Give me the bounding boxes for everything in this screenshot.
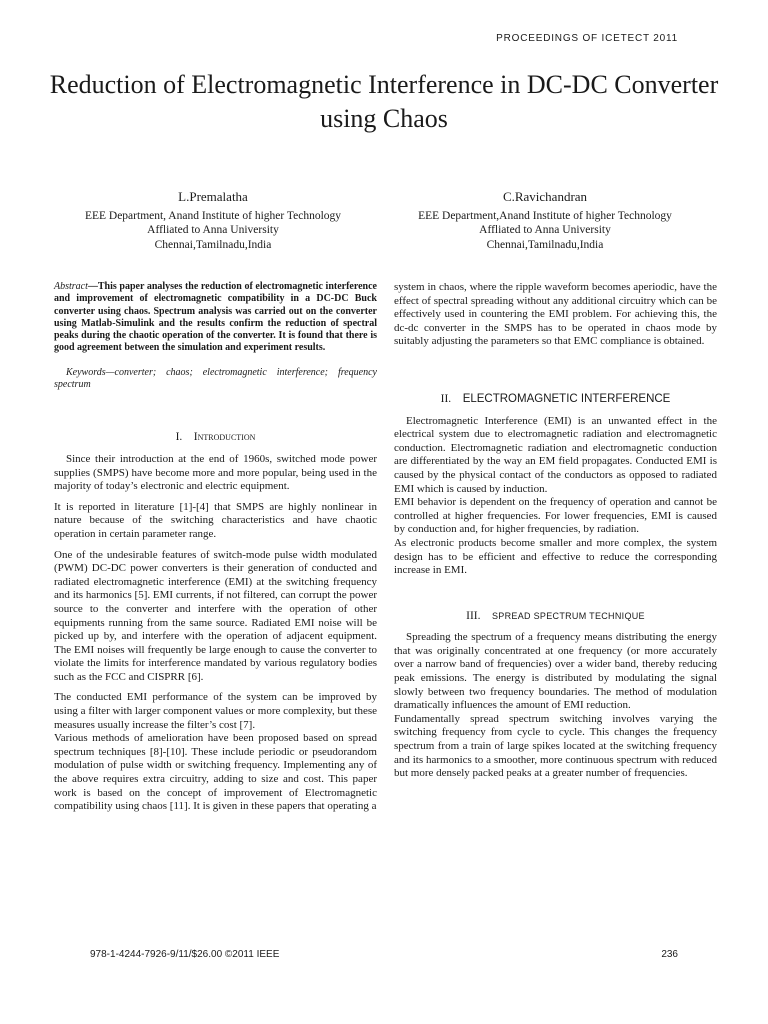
footer-isbn: 978-1-4244-7926-9/11/$26.00 ©2011 IEEE <box>90 949 280 960</box>
proceedings-header: PROCEEDINGS OF ICETECT 2011 <box>496 33 678 44</box>
intro-paragraph-3: One of the undesirable features of switch-mode pulse width modulated (PWM) DC-DC power converters is their generation of conducted and radiated electromagnetic interference (EMI) at the switching frequency and its harmonics [5]. EMI currents, if not filtered, can corrupt the power source to the converter and interfere with the operation of other equipments running from the same source. Radiated EMI noise will be picked up by, and interfere with the operation of adjacent equipment. The EMI noises will frequently be large enough to cause the converter to violate the limits for interference mandated by various regulatory bodies such as the FCC and CISPRR [6]. <box>54 548 377 683</box>
keywords: Keywords—converter; chaos; electromagnetic interference; frequency spectrum <box>54 366 377 391</box>
left-column <box>54 281 377 821</box>
emi-paragraph-1: Electromagnetic Interference (EMI) is an unwanted effect in the electrical system due to electromagnetic radiation and electromagnetic conduction. Electromagnetic radiation and electromagnetic conduction are differentiated by the way an EM field propagates. Conducted EMI is caused by the physical contact of the conductors as opposed to radiated EMI which is caused by induction. <box>394 414 717 495</box>
section-title: Introduction <box>193 431 256 444</box>
author-location: Chennai,Tamilnadu,India <box>154 238 272 251</box>
author-affil: Affliated to Anna University <box>147 224 279 236</box>
intro-paragraph-4: The conducted EMI performance of the system can be improved by using a filter with larger component values or more complexity, but these measures usually increase the filter’s cost [7]. <box>54 691 377 731</box>
abstract-text: —This paper analyses the reduction of electromagnetic interference and improvement of electromagnetic compatibility in a DC-DC Buck converter using chaos. Spectrum analysis was carried out on the converter using Matlab-Simulink and the results confirm the reduction of spectral peaks during the chaotic operation of the converter. It is found that there is good agreement between the simulation and experiment results. <box>54 281 377 354</box>
intro-paragraph-5: Various methods of amelioration have been proposed based on spread spectrum techniques [8]-[10]. These include periodic or pseudorandom modulation of pulse width or switching frequency. Implementing any of the above requires extra circuitry, adding to size and cost. This paper work is based on the concept of improvement of Electromagnetic compatibility using chaos [11]. It is given in these papers that operating a <box>54 732 377 813</box>
abstract <box>54 281 377 355</box>
paper-title: Reduction of Electromagnetic Interference in DC-DC Converter using Chaos <box>49 70 719 133</box>
emi-paragraph-2: EMI behavior is dependent on the frequency of operation and cannot be controlled at higher frequencies. For lower frequencies, EMI is caused by conduction and, for higher frequencies, by radiation. <box>394 496 717 536</box>
section-title: SPREAD SPECTRUM TECHNIQUE <box>492 610 645 621</box>
section-heading-spread <box>394 610 717 624</box>
author-block-1 <box>48 190 378 252</box>
section-heading-emi <box>394 393 717 407</box>
intro-continued-paragraph: system in chaos, where the ripple waveform becomes aperiodic, have the effect of spectral spreading without any additional circuitry which can be effectively used in countering the EMI problem. For achieving this, the dc-dc converter in the SMPS has to be operated in chaos mode by suitably adjusting the parameters so that EMC compliance is obtained. <box>394 281 717 348</box>
section-number: III. <box>466 609 481 622</box>
section-title: ELECTROMAGNETIC INTERFERENCE <box>462 392 671 405</box>
section-heading-intro <box>54 431 377 445</box>
spread-paragraph-2: Fundamentally spread spectrum switching involves varying the switching frequency from cycle to cycle. This changes the frequency spectrum from a train of large spikes located at the switching frequency and its harmonics to a smoother, more continuous spectrum with reduced but more densely packed peaks at a greater number of frequencies. <box>394 712 717 780</box>
author-name: C.Ravichandran <box>502 189 588 204</box>
page-number: 236 <box>661 949 678 960</box>
spread-paragraph-1: Spreading the spectrum of a frequency means distributing the energy that was originally concentrated at one frequency (or more accurately over a narrow band of frequencies) over a wider band, thereby reducing peak emissions. The energy is distributed by modulating the signal slowly between two frequency boundaries. The method of modulation dramatically influences the amount of EMI reduction. <box>394 631 717 712</box>
emi-paragraph-3: As electronic products become smaller and more complex, the system design has to be efficient and effective to reduce the corresponding increase in EMI. <box>394 536 717 577</box>
section-number: II. <box>440 392 452 405</box>
intro-paragraph-1: Since their introduction at the end of 1960s, switched mode power supplies (SMPS) have become more and more popular, being used in the majority of today’s electronic and electric equipment. <box>54 452 377 493</box>
abstract-label: Abstract <box>54 281 88 292</box>
author-dept: EEE Department,Anand Institute of higher Technology <box>418 209 672 222</box>
right-column <box>394 281 717 788</box>
author-block-2 <box>380 190 710 252</box>
intro-paragraph-2: It is reported in literature [1]-[4] that SMPS are highly nonlinear in nature because of the switching characteristics and have chaotic operation in certain parameter range. <box>54 500 377 540</box>
author-location: Chennai,Tamilnadu,India <box>486 238 604 251</box>
author-name: L.Premalatha <box>178 189 248 204</box>
author-dept: EEE Department, Anand Institute of higher Technology <box>84 209 342 222</box>
section-number: I. <box>175 431 183 444</box>
author-affil: Affliated to Anna University <box>479 224 611 236</box>
